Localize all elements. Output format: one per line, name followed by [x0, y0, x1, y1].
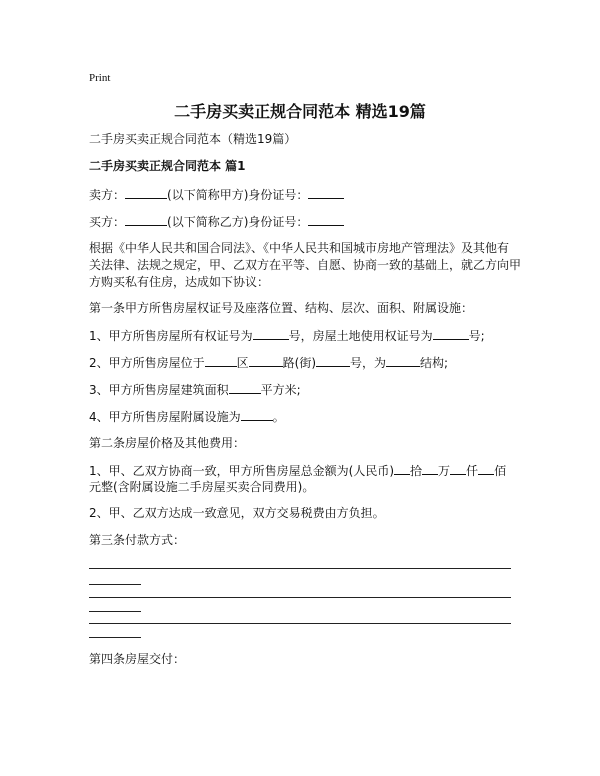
district-blank: [205, 354, 237, 367]
item-text: 平方米;: [260, 383, 301, 397]
seller-name-blank: [125, 186, 167, 199]
article1-item1: [89, 327, 485, 344]
payment-rule-1: [89, 568, 511, 569]
payment-rule-2-short: [89, 611, 141, 612]
item-text: 仟: [466, 464, 479, 478]
item-text: 3、甲方所售房屋建筑面积: [89, 383, 229, 397]
payment-rule-2: [89, 597, 511, 598]
item-text: 4、甲方所售房屋附属设施为: [89, 410, 241, 424]
payment-rule-1-short: [89, 584, 141, 585]
intro-line-3: 方购买私有住房，达成如下协议：: [89, 275, 270, 289]
buyer-mid-text: (以下简称乙方)身份证号：: [167, 215, 309, 229]
amount-blank-1: [394, 462, 410, 475]
item-text: 拾: [410, 464, 423, 478]
article1-heading: 第一条甲方所售房屋权证号及座落位置、结构、层次、面积、附属设施：: [89, 301, 474, 315]
article2-item1-line1: [89, 462, 506, 479]
amount-blank-2: [422, 462, 438, 475]
area-blank: [229, 381, 261, 394]
item-text: 2、甲方所售房屋位于: [89, 356, 205, 370]
item-text: 。: [272, 410, 285, 424]
article3-heading: 第三条付款方式：: [89, 533, 186, 547]
article4-heading: 第四条房屋交付：: [89, 652, 186, 666]
article2-heading: 第二条房屋价格及其他费用：: [89, 436, 246, 450]
buyer-name-blank: [125, 213, 167, 226]
item-text: 号;: [468, 329, 485, 343]
seller-id-blank: [308, 186, 344, 199]
intro-line-1: 根据《中华人民共和国合同法》、《中华人民共和国城市房地产管理法》及其他有: [89, 241, 510, 255]
article1-item3: [89, 381, 301, 398]
payment-rule-3: [89, 623, 511, 624]
article2-item2: 2、甲、乙双方达成一致意见，双方交易税费由方负担。: [89, 506, 385, 520]
seller-mid-text: (以下简称甲方)身份证号：: [167, 188, 309, 202]
buyer-line: [89, 213, 344, 230]
article1-item2: [89, 354, 448, 371]
buyer-label: 买方：: [89, 215, 126, 229]
amount-blank-4: [478, 462, 494, 475]
item-text: 1、甲、乙双方协商一致，甲方所售房屋总金额为(人民币): [89, 464, 395, 478]
house-number-blank: [316, 354, 350, 367]
road-blank: [249, 354, 283, 367]
item-text: 结构;: [420, 356, 449, 370]
item-text: 路(街): [282, 356, 317, 370]
intro-line-2: 关法律、法规之规定，甲、乙双方在平等、自愿、协商一致的基础上，就乙方向甲: [89, 258, 522, 272]
amount-blank-3: [450, 462, 466, 475]
article2-item1-line2: 元整(含附属设施二手房屋买卖合同费用)。: [89, 480, 315, 494]
section-heading: 二手房买卖正规合同范本 篇1: [89, 159, 246, 173]
document-title: 二手房买卖正规合同范本 精选19篇: [174, 102, 426, 121]
facilities-blank: [241, 408, 273, 421]
document-subtitle: 二手房买卖正规合同范本（精选19篇）: [89, 132, 297, 146]
payment-rule-3-short: [89, 637, 141, 638]
article1-item4: [89, 408, 285, 425]
seller-line: [89, 186, 344, 203]
item-text: 佰: [494, 464, 507, 478]
seller-label: 卖方：: [89, 188, 126, 202]
land-cert-blank: [433, 327, 469, 340]
item-text: 1、甲方所售房屋所有权证号为: [89, 329, 253, 343]
print-link[interactable]: Print: [89, 72, 111, 84]
item-text: 号，房屋土地使用权证号为: [288, 329, 433, 343]
item-text: 万: [438, 464, 451, 478]
item-text: 号，为: [350, 356, 387, 370]
buyer-id-blank: [308, 213, 344, 226]
item-text: 区: [236, 356, 249, 370]
structure-blank: [386, 354, 420, 367]
cert-number-blank: [253, 327, 289, 340]
